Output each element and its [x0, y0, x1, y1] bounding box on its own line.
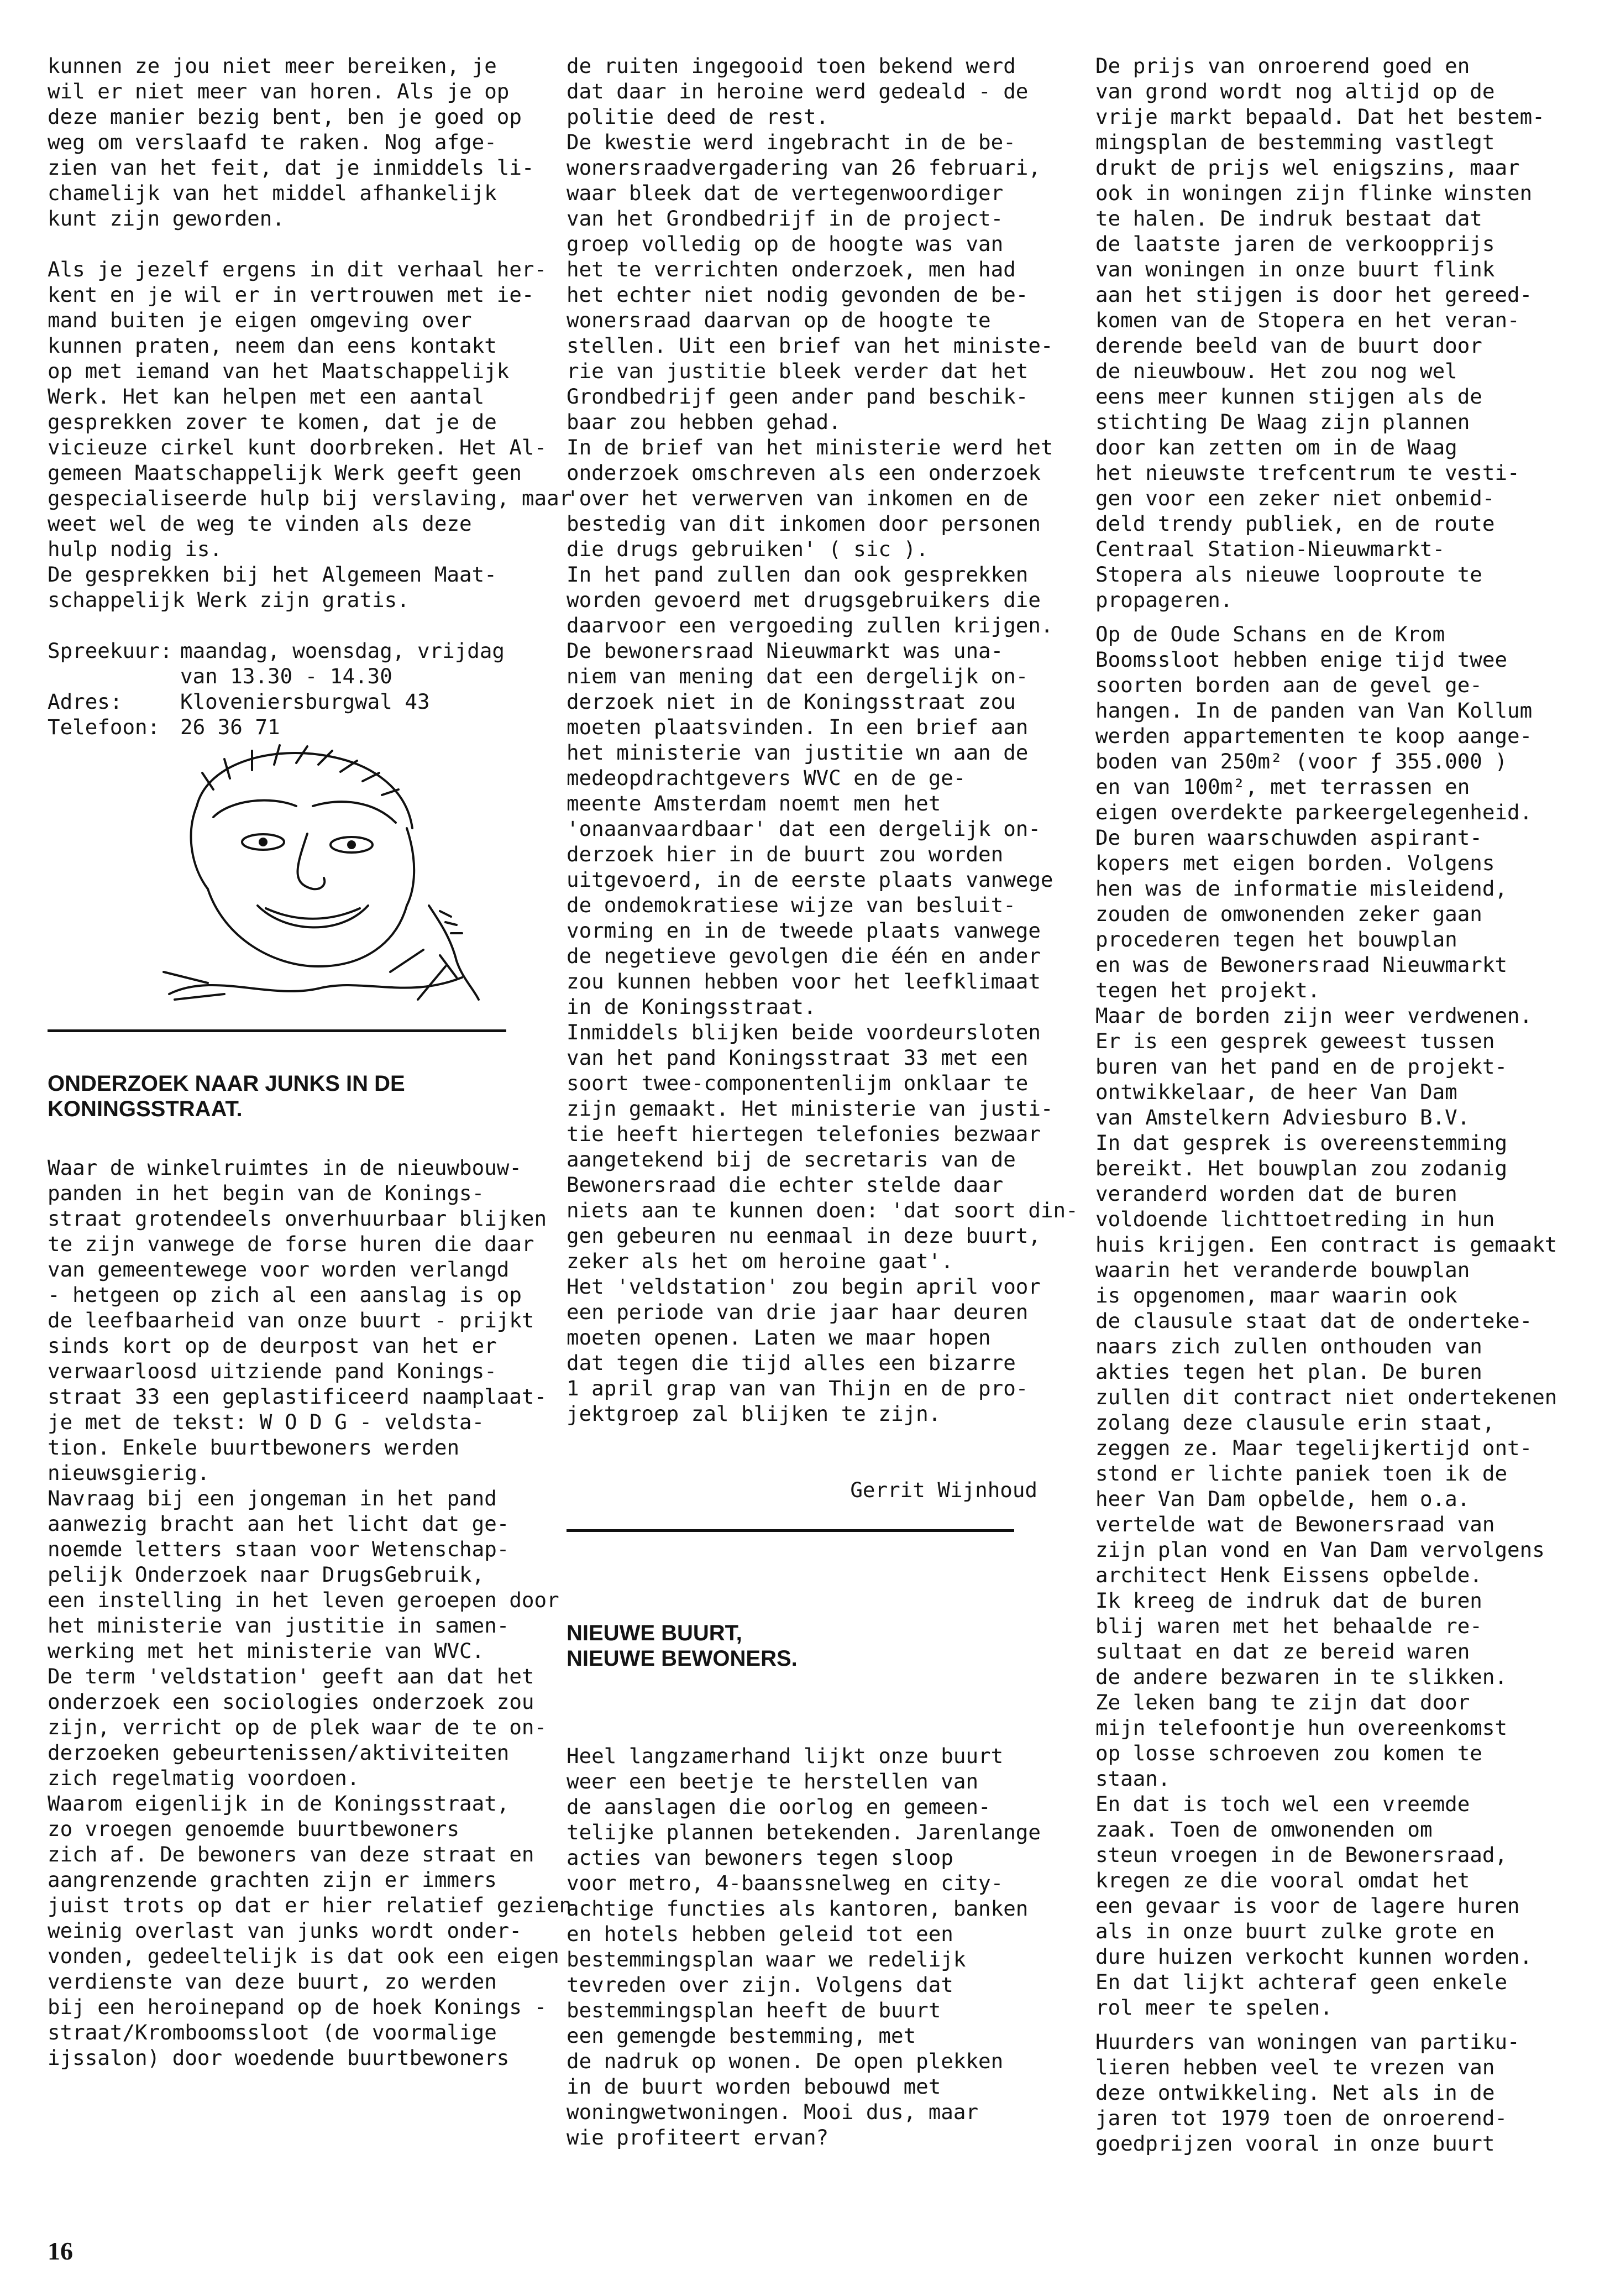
text-line: En dat lijkt achteraf geen enkele — [1095, 1970, 1508, 1994]
text-line: die drugs gebruiken' ( sic ). — [567, 537, 929, 561]
text-line: kunt zijn geworden. — [48, 206, 285, 231]
text-line: acties van bewoners tegen sloop — [567, 1845, 953, 1870]
text-line: dure huizen verkocht kunnen worden. — [1095, 1944, 1533, 1969]
paragraph-gap — [48, 231, 545, 257]
text-line: bestemmingsplan waar we redelijk — [567, 1947, 966, 1971]
text-line: buren van het pand en de projekt- — [1095, 1054, 1508, 1079]
text-line: Centraal Station-Nieuwmarkt- — [1095, 537, 1445, 561]
text-line: Op de Oude Schans en de Krom — [1095, 622, 1445, 646]
text-line: Grondbedrijf geen ander pand beschik- — [567, 384, 1029, 409]
column-middle — [567, 53, 1078, 2150]
text-line: weg om verslaafd te raken. Nog afge- — [48, 130, 497, 154]
text-line: te halen. De indruk bestaat dat — [1095, 206, 1482, 231]
text-line: De kwestie werd ingebracht in de be- — [567, 130, 1016, 154]
text-line: En dat is toch wel een vreemde — [1095, 1792, 1470, 1816]
hours-time: van 13.30 - 14.30 — [180, 664, 392, 688]
text-line: panden in het begin van de Konings- — [48, 1181, 485, 1205]
text-line: vonden, gedeeltelijk is dat ook een eigen — [48, 1944, 559, 1968]
text-line: de clausule staat dat de onderteke- — [1095, 1309, 1533, 1333]
text-line: politie deed de rest. — [567, 104, 829, 129]
text-line: dat tegen die tijd alles een bizarre — [567, 1351, 1016, 1375]
column-right — [1095, 53, 1582, 2156]
text-line: jaren tot 1979 toen de onroerend- — [1095, 2106, 1508, 2130]
text-line: derzoek hier in de buurt zou worden — [567, 842, 1004, 866]
text-line: Heel langzamerhand lijkt onze buurt — [567, 1744, 1004, 1768]
text-line: In de brief van het ministerie werd het — [567, 435, 1053, 459]
text-line: van Amstelkern Adviesburo B.V. — [1095, 1105, 1470, 1129]
text-line: huis krijgen. Een contract is gemaakt — [1095, 1232, 1557, 1257]
text-line: hulp nodig is. — [48, 537, 223, 561]
text-line: wonersraadvergadering van 26 februari, — [567, 155, 1041, 180]
text-line: Huurders van woningen van partiku- — [1095, 2030, 1520, 2054]
intro-paragraph — [48, 53, 545, 231]
caricature-illustration — [130, 740, 484, 1016]
text-line: boden van 250m² (voor ƒ 355.000 ) — [1095, 749, 1508, 773]
page-number: 16 — [48, 2237, 73, 2265]
text-line: van gemeentewege voor worden verlangd — [48, 1257, 510, 1282]
phone-label: Telefoon: — [48, 715, 160, 739]
paragraph-gap — [48, 1122, 545, 1155]
text-line: zijn gemaakt. Het ministerie van justi- — [567, 1096, 1053, 1121]
text-line: bij een heroinepand op de hoek Konings - — [48, 1995, 547, 2019]
text-line: verdienste van deze buurt, zo werden — [48, 1969, 497, 1994]
text-line: de nadruk op wonen. De open plekken — [567, 2049, 1004, 2073]
text-line: waarin het veranderde bouwplan — [1095, 1258, 1470, 1282]
text-line: propageren. — [1095, 588, 1233, 612]
text-line: derzoek niet in de Koningsstraat zou — [567, 689, 1016, 714]
text-line: zeggen ze. Maar tegelijkertijd ont- — [1095, 1436, 1533, 1460]
text-line: Bewonersraad die echter stelde daar — [567, 1173, 1004, 1197]
text-line: werking met het ministerie van WVC. — [48, 1639, 485, 1663]
text-line: van het pand Koningsstraat 33 met een — [567, 1045, 1029, 1070]
article-body — [48, 1155, 572, 2070]
heading-line: KONINGSSTRAAT. — [48, 1097, 243, 1121]
text-line: ontwikkelaar, de heer Van Dam — [1095, 1080, 1457, 1104]
paragraph-gap — [567, 1426, 1064, 1477]
text-line: straat/Kromboomssloot (de voormalige — [48, 2020, 497, 2044]
text-line: De buren waarschuwden aspirant- — [1095, 825, 1482, 850]
text-line: wie profiteert ervan? — [567, 2125, 829, 2149]
text-line: moeten openen. Laten we maar hopen — [567, 1325, 991, 1350]
text-line: in de Koningsstraat. — [567, 995, 816, 1019]
text-line: daarvoor een vergoeding zullen krijgen. — [567, 613, 1053, 637]
text-line: jektgroep zal blijken te zijn. — [567, 1401, 941, 1426]
text-line: steun vroegen in de Bewonersraad, — [1095, 1843, 1508, 1867]
text-line: kent en je wil er in vertrouwen met ie- — [48, 283, 534, 307]
text-line: als in onze buurt zulke grote en — [1095, 1919, 1495, 1943]
heading-line: ONDERZOEK NAAR JUNKS IN DE — [48, 1071, 405, 1096]
text-line: kunnen ze jou niet meer bereiken, je — [48, 54, 497, 78]
column-left — [48, 53, 572, 2070]
text-line: veranderd worden dat de buren — [1095, 1181, 1457, 1206]
paragraph-gap — [567, 1671, 1064, 1743]
article2-para3 — [1095, 2029, 1582, 2156]
article-continued — [567, 53, 1078, 1426]
text-line: eens meer kunnen stijgen als de — [1095, 384, 1482, 409]
text-line: stellen. Uit een brief van het ministe- — [567, 333, 1053, 358]
text-line: soorten borden aan de gevel ge- — [1095, 673, 1482, 697]
text-line: van het Grondbedrijf in de project- — [567, 206, 1004, 231]
text-line: worden gevoerd met drugsgebruikers die — [567, 588, 1041, 612]
text-line: de leefbaarheid van onze buurt - prijkt — [48, 1308, 534, 1332]
text-line: eigen overdekte parkeergelegenheid. — [1095, 800, 1533, 824]
article2-body — [567, 1743, 1064, 2150]
text-line: Stopera als nieuwe looproute te — [1095, 562, 1482, 587]
text-line: en hotels hebben geleid tot een — [567, 1922, 953, 1946]
text-line: sultaat en dat ze bereid waren — [1095, 1639, 1470, 1664]
text-line: heer Van Dam opbelde, hem o.a. — [1095, 1487, 1470, 1511]
text-line: je met de tekst: W O D G - veldsta- — [48, 1410, 485, 1434]
text-line: Inmiddels blijken beide voordeursloten — [567, 1020, 1041, 1044]
text-line: zolang deze clausule erin staat, — [1095, 1410, 1495, 1435]
text-line: tegen het projekt. — [1095, 978, 1320, 1002]
text-line: 'onaanvaardbaar' dat een dergelijk on- — [567, 817, 1041, 841]
text-line: en was de Bewonersraad Nieuwmarkt — [1095, 953, 1508, 977]
text-line: het ministerie van justitie wn aan de — [567, 740, 1029, 765]
text-line: rol meer te spelen. — [1095, 1995, 1333, 2020]
text-line: een instelling in het leven geroepen door — [48, 1588, 559, 1612]
text-line: zijn, verricht op de plek waar de te on- — [48, 1715, 547, 1739]
text-line: stond er lichte paniek toen ik de — [1095, 1461, 1508, 1486]
text-line: een gemengde bestemming, met — [567, 2023, 916, 2048]
text-line: Navraag bij een jongeman in het pand — [48, 1486, 497, 1510]
text-line: Ik kreeg de indruk dat de buren — [1095, 1588, 1482, 1613]
text-line: De term 'veldstation' geeft aan dat het — [48, 1664, 534, 1688]
text-line: De gesprekken bij het Algemeen Maat- — [48, 562, 497, 587]
text-line: drukt de prijs wel enigszins, maar — [1095, 155, 1520, 180]
text-line: bereikt. Het bouwplan zou zodanig — [1095, 1156, 1508, 1180]
text-line: In dat gesprek is overeenstemming — [1095, 1131, 1508, 1155]
text-line: De prijs van onroerend goed en — [1095, 54, 1470, 78]
text-line: gen voor een zeker niet onbemid- — [1095, 486, 1495, 510]
address-label: Adres: — [48, 689, 123, 714]
text-line: Het 'veldstation' zou begin april voor — [567, 1274, 1041, 1299]
text-line: kopers met eigen borden. Volgens — [1095, 851, 1495, 875]
text-line: ijssalon) door woedende buurtbewoners — [48, 2046, 510, 2070]
text-line: juist trots op dat er hier relatief gezien — [48, 1893, 572, 1917]
text-line: staan. — [1095, 1766, 1171, 1791]
advice-paragraph — [48, 257, 572, 613]
hours-value: maandag, woensdag, vrijdag — [180, 639, 505, 663]
text-line: in de buurt worden bebouwd met — [567, 2074, 941, 2099]
text-line: Werk. Het kan helpen met een aantal — [48, 384, 485, 409]
text-line: zich regelmatig voordoen. — [48, 1766, 360, 1790]
text-line: 1 april grap van van Thijn en de pro- — [567, 1376, 1029, 1400]
text-line: de ruiten ingegooid toen bekend werd — [567, 54, 1016, 78]
text-line: en van 100m², met terrassen en — [1095, 775, 1470, 799]
text-line: architect Henk Eissens opbelde. — [1095, 1563, 1482, 1587]
text-line: zullen dit contract niet ondertekenen — [1095, 1385, 1557, 1409]
section-divider — [48, 1029, 506, 1032]
text-line: medeopdrachtgevers WVC en de ge- — [567, 766, 966, 790]
text-line: waar bleek dat de vertegenwoordiger — [567, 181, 1004, 205]
text-line: Waar de winkelruimtes in de nieuwbouw- — [48, 1155, 522, 1180]
text-line: Ze leken bang te zijn dat door — [1095, 1690, 1470, 1714]
hours-label: Spreekuur: — [48, 639, 172, 663]
text-line: het te verrichten onderzoek, men had — [567, 257, 1016, 281]
text-line: rie van justitie bleek verder dat het — [567, 359, 1029, 383]
text-line: vicieuze cirkel kunt doorbreken. Het Al- — [48, 435, 547, 459]
text-line: voor metro, 4-baanssnelweg en city- — [567, 1871, 1004, 1895]
text-line: dat daar in heroine werd gedeald - de — [567, 79, 1029, 103]
heading-line: NIEUWE BEWONERS. — [567, 1646, 798, 1671]
paragraph-gap — [48, 613, 545, 638]
text-line: van grond wordt nog altijd op de — [1095, 79, 1495, 103]
text-line: zaak. Toen de omwonenden om — [1095, 1817, 1433, 1842]
text-line: de aanslagen die oorlog en gemeen- — [567, 1795, 991, 1819]
text-line: niets aan te kunnen doen: 'dat soort din- — [567, 1198, 1078, 1222]
text-line: 'over het verwerven van inkomen en de — [567, 486, 1029, 510]
text-line: zich af. De bewoners van deze straat en — [48, 1842, 534, 1866]
smile — [258, 906, 368, 927]
hair-outline — [197, 753, 412, 828]
text-line: uitgevoerd, in de eerste plaats vanwege — [567, 867, 1053, 892]
text-line: tevreden over zijn. Volgens dat — [567, 1973, 953, 1997]
text-line: een periode van drie jaar haar deuren — [567, 1300, 1029, 1324]
office-hours-table — [48, 638, 545, 740]
address-value: Kloveniersburgwal 43 — [180, 689, 430, 714]
text-line: gesprekken zover te komen, dat je de — [48, 410, 497, 434]
text-line: mijn telefoontje hun overeenkomst — [1095, 1716, 1508, 1740]
text-line: gemeen Maatschappelijk Werk geeft geen — [48, 461, 522, 485]
text-line: Waarom eigenlijk in de Koningsstraat, — [48, 1791, 510, 1816]
text-line: verwaarloosd uitziende pand Konings- — [48, 1359, 497, 1383]
text-line: aangetekend bij de secretaris van de — [567, 1147, 1016, 1171]
author-signature: Gerrit Wijnhoud — [850, 1478, 1037, 1502]
text-line: vrije markt bepaald. Dat het bestem- — [1095, 104, 1545, 129]
text-line: - hetgeen op zich al een aanslag is op — [48, 1283, 522, 1307]
text-line: werden appartementen te koop aange- — [1095, 724, 1533, 748]
collar-lines — [169, 977, 462, 994]
text-line: gespecialiseerde hulp bij verslaving, maar — [48, 486, 572, 510]
text-line: weer een beetje te herstellen van — [567, 1769, 979, 1793]
text-line: In het pand zullen dan ook gesprekken — [567, 562, 1029, 587]
text-line: weinig overlast van junks wordt onder- — [48, 1918, 522, 1943]
text-line: derzoeken gebeurtenissen/aktiviteiten — [48, 1740, 510, 1765]
article2-para1 — [1095, 53, 1582, 613]
text-line: hangen. In de panden van Van Kollum — [1095, 698, 1533, 723]
text-line: baar zou hebben gehad. — [567, 410, 841, 434]
text-line: goedprijzen vooral in onze buurt — [1095, 2131, 1495, 2156]
text-line: telijke plannen betekenden. Jarenlange — [567, 1820, 1041, 1844]
text-line: vorming en in de tweede plaats vanwege — [567, 918, 1041, 943]
text-line: het echter niet nodig gevonden de be- — [567, 283, 1029, 307]
text-line: deze ontwikkeling. Net als in de — [1095, 2080, 1495, 2105]
text-line: akties tegen het plan. De buren — [1095, 1359, 1482, 1384]
text-line: komen van de Stopera en het veran- — [1095, 308, 1520, 332]
text-line: De bewonersraad Nieuwmarkt was una- — [567, 639, 1004, 663]
text-line: sinds kort op de deurpost van het er — [48, 1333, 497, 1358]
text-line: wonersraad daarvan op de hoogte te — [567, 308, 991, 332]
text-line: chamelijk van het middel afhankelijk — [48, 181, 497, 205]
text-line: de andere bezwaren in te slikken. — [1095, 1665, 1508, 1689]
paragraph-gap — [1095, 2020, 1582, 2029]
nose — [298, 834, 325, 889]
text-line: hen was de informatie misleidend, — [1095, 876, 1508, 901]
text-line: moeten plaatsvinden. In een brief aan — [567, 715, 1029, 739]
text-line: meente Amsterdam noemt men het — [567, 791, 941, 815]
text-line: te zijn vanwege de forse huren die daar — [48, 1232, 534, 1256]
text-line: kunnen praten, neem dan eens kontakt — [48, 333, 497, 358]
text-line: procederen tegen het bouwplan — [1095, 927, 1457, 951]
text-line: het nieuwste trefcentrum te vesti- — [1095, 461, 1520, 485]
text-line: de laatste jaren de verkoopprijs — [1095, 232, 1495, 256]
text-line: de nieuwbouw. Het zou nog wel — [1095, 359, 1457, 383]
article-heading — [48, 1071, 545, 1122]
text-line: niem van mening dat een dergelijk on- — [567, 664, 1029, 688]
text-line: achtige functies als kantoren, banken — [567, 1896, 1029, 1921]
text-line: op met iemand van het Maatschappelijk — [48, 359, 510, 383]
text-line: is opgenomen, maar waarin ook — [1095, 1283, 1457, 1307]
text-line: weet wel de weg te vinden als deze — [48, 511, 472, 536]
text-line: blij waren met het behaalde re- — [1095, 1614, 1482, 1638]
text-line: zouden de omwonenden zeker gaan — [1095, 902, 1482, 926]
text-line: aan het stijgen is door het gereed- — [1095, 283, 1533, 307]
text-line: Er is een gesprek geweest tussen — [1095, 1029, 1495, 1053]
text-line: zo vroegen genoemde buurtbewoners — [48, 1817, 460, 1841]
text-line: deld trendy publiek, en de route — [1095, 511, 1495, 536]
text-line: de negetieve gevolgen die één en ander — [567, 944, 1041, 968]
text-line: aanwezig bracht aan het licht dat ge- — [48, 1512, 510, 1536]
text-line: Boomssloot hebben enige tijd twee — [1095, 647, 1508, 672]
text-line: deze manier bezig bent, ben je goed op — [48, 104, 522, 129]
text-line: nieuwsgierig. — [48, 1461, 210, 1485]
text-line: zien van het feit, dat je inmiddels li- — [48, 155, 534, 180]
text-line: wil er niet meer van horen. Als je op — [48, 79, 510, 103]
text-line: noemde letters staan voor Wetenschap- — [48, 1537, 510, 1561]
text-line: Maar de borden zijn weer verdwenen. — [1095, 1003, 1533, 1028]
text-line: aangrenzende grachten zijn er immers — [48, 1868, 497, 1892]
text-line: soort twee-componentenlijm onklaar te — [567, 1071, 1029, 1095]
text-line: het ministerie van justitie in samen- — [48, 1613, 510, 1638]
text-line: door kan zetten om in de Waag — [1095, 435, 1457, 459]
text-line: tion. Enkele buurtbewoners werden — [48, 1435, 460, 1460]
text-line: mingsplan de bestemming vastlegt — [1095, 130, 1495, 154]
article2-heading — [567, 1620, 1064, 1671]
text-line: een gevaar is voor de lagere huren — [1095, 1894, 1520, 1918]
text-line: tie heeft hiertegen telefonies bezwaar — [567, 1122, 1041, 1146]
paragraph-gap — [1095, 613, 1582, 621]
text-line: stichting De Waag zijn plannen — [1095, 410, 1470, 434]
text-line: Als je jezelf ergens in dit verhaal her- — [48, 257, 547, 281]
text-line: kregen ze die vooral omdat het — [1095, 1868, 1470, 1892]
text-line: gen gebeuren nu eenmaal in deze buurt, — [567, 1223, 1041, 1248]
text-line: zeker als het om heroine gaat'. — [567, 1249, 953, 1273]
text-line: vertelde wat de Bewonersraad van — [1095, 1512, 1495, 1536]
text-line: straat 33 een geplastificeerd naamplaat- — [48, 1384, 547, 1409]
article2-para2 — [1095, 621, 1582, 2020]
text-line: onderzoek een sociologies onderzoek zou — [48, 1690, 534, 1714]
section-divider — [567, 1529, 1014, 1532]
text-line: ook in woningen zijn flinke winsten — [1095, 181, 1533, 205]
text-line: zijn plan vond en Van Dam vervolgens — [1095, 1537, 1545, 1562]
text-line: straat grotendeels onverhuurbaar blijken — [48, 1206, 547, 1231]
phone-value: 26 36 71 — [180, 715, 280, 739]
text-line: onderzoek omschreven als een onderzoek — [567, 461, 1041, 485]
text-line: van woningen in onze buurt flink — [1095, 257, 1495, 281]
text-line: schappelijk Werk zijn gratis. — [48, 588, 410, 612]
text-line: naars zich zullen onthouden van — [1095, 1334, 1482, 1358]
text-line: de ondemokratiese wijze van besluit- — [567, 893, 1016, 917]
text-line: zou kunnen hebben voor het leefklimaat — [567, 969, 1041, 993]
text-line: mand buiten je eigen omgeving over — [48, 308, 472, 332]
text-line: bestedig van dit inkomen door personen — [567, 511, 1041, 536]
text-line: derende beeld van de buurt door — [1095, 333, 1482, 358]
text-line: voldoende lichttoetreding in hun — [1095, 1207, 1495, 1231]
text-line: op losse schroeven zou komen te — [1095, 1741, 1482, 1765]
heading-line: NIEUWE BUURT, — [567, 1621, 742, 1645]
text-line: groep volledig op de hoogte was van — [567, 232, 1004, 256]
text-line: woningwetwoningen. Mooi dus, maar — [567, 2100, 979, 2124]
text-line: lieren hebben veel te vrezen van — [1095, 2055, 1495, 2079]
text-line: pelijk Onderzoek naar DrugsGebruik, — [48, 1562, 485, 1587]
text-line: bestemmingsplan heeft de buurt — [567, 1998, 941, 2022]
